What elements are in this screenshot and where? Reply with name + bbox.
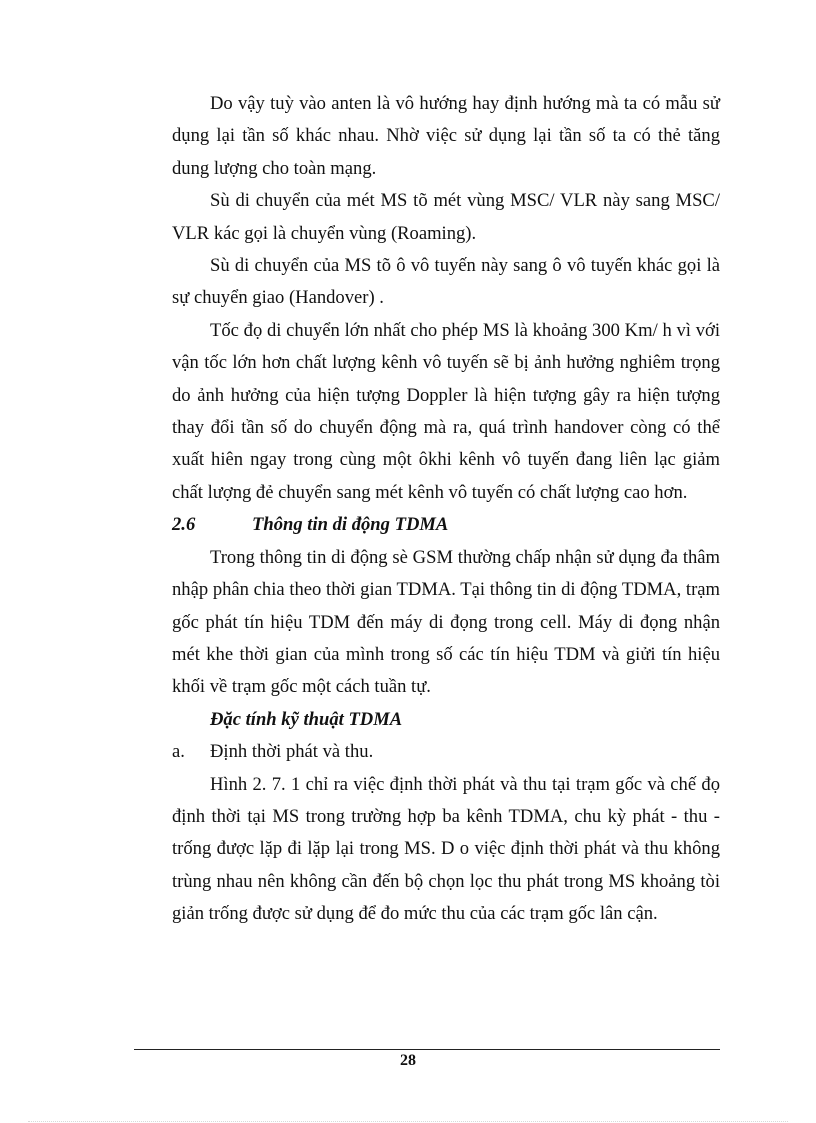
list-item-text: Định thời phát và thu. — [210, 741, 374, 763]
paragraph-handover: Sù di chuyển của MS tõ ô vô tuyến này sang ô vô tuyến khác gọi là sự chuyển giao (Handover) . — [172, 255, 720, 309]
footer-divider — [134, 1049, 720, 1050]
list-marker: a. — [172, 741, 185, 763]
paragraph-timing: Hình 2. 7. 1 chỉ ra việc định thời phát và thu tại trạm gốc và chế đọ định thời tại MS trong trường hợp ba kênh TDMA, chu kỳ phát - thu - trống được lặp đi lặp lại trong MS. D o việc định thời phát và thu không trùng nhau nên không cần đến bộ chọn lọc thu phát trong MS khoảng tòi giản trống được sử dụng để đo mức thu của các trạm gốc lân cận. — [172, 773, 720, 925]
subsection-heading: Đặc tính kỹ thuật TDMA — [210, 708, 403, 730]
section-number: 2.6 — [172, 514, 196, 536]
page-number: 28 — [400, 1052, 416, 1069]
page-bottom-edge — [28, 1121, 788, 1122]
paragraph-tdma-intro: Trong thông tin di động sè GSM thường chấp nhận sử dụng đa thâm nhập phân chia theo thời gian TDMA. Tại thông tin di động TDMA, trạm gốc phát tín hiệu TDM đến máy di đọng trong cell. Máy di đọng nhận mét khe thời gian của mình trong số các tín hiệu TDM và giửi tín hiệu khối về trạm gốc một cách tuần tự. — [172, 546, 720, 698]
section-heading — [172, 509, 720, 541]
paragraph-speed-doppler: Tốc đọ di chuyển lớn nhất cho phép MS là khoảng 300 Km/ h vì với vận tốc lớn hơn chất lượng kênh vô tuyến sẽ bị ảnh hưởng nghiêm trọng do ảnh hưởng của hiện tượng Doppler là hiện tượng gây ra hiện tượng thay đổi tần số do chuyển động mà ra, quá trình handover còng có thể xuất hiên ngay trong cùng một ôkhi kênh vô tuyến đang liên lạc giảm chất lượng đẻ chuyển sang mét kênh vô tuyến có chất lượng cao hơn. — [172, 319, 720, 503]
section-title: Thông tin di động TDMA — [252, 514, 449, 536]
paragraph-roaming: Sù di chuyển của mét MS tõ mét vùng MSC/ VLR này sang MSC/ VLR kác gọi là chuyển vùng (Roaming). — [172, 190, 720, 244]
page-body — [172, 88, 720, 931]
paragraph-frequency-reuse: Do vậy tuỳ vào anten là vô hướng hay định hướng mà ta có mẫu sử dụng lại tần số khác nhau. Nhờ việc sử dụng lại tần số ta có thẻ tăng dung lượng cho toàn mạng. — [172, 93, 720, 179]
list-item — [172, 736, 720, 768]
